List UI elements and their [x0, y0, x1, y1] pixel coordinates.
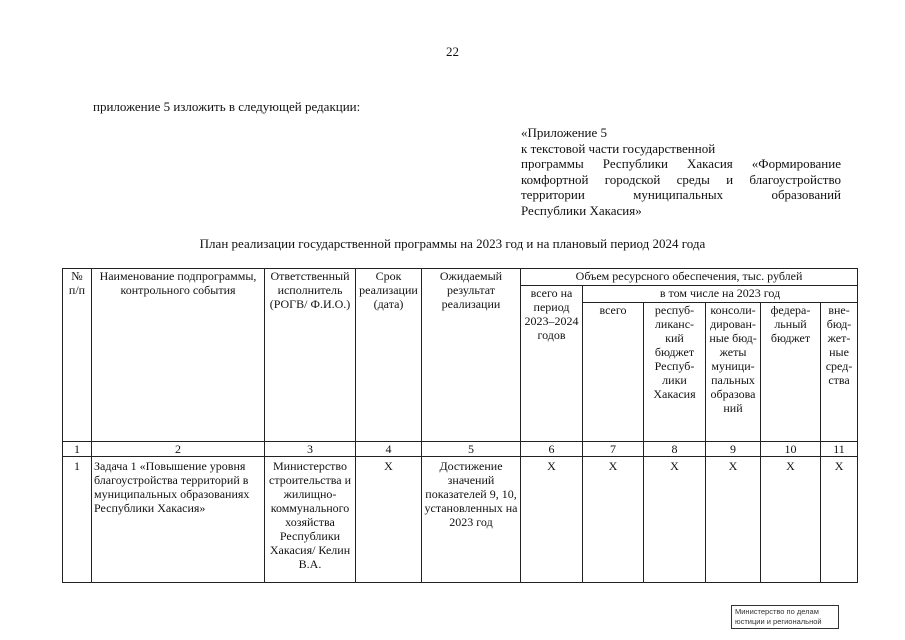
header-name: Наименование подпрограммы, контрольного события — [92, 269, 265, 442]
column-number: 2 — [92, 442, 265, 457]
appendix-line: территории муниципальных образований — [521, 187, 841, 202]
header-executor: Ответственный исполнитель (РОГВ/ Ф.И.О.) — [265, 269, 356, 442]
column-number: 8 — [644, 442, 706, 457]
header-incl-2023: в том числе на 2023 год — [583, 286, 858, 303]
column-number: 9 — [706, 442, 761, 457]
cell-federal: Х — [761, 457, 821, 583]
cell-name: Задача 1 «Повышение уровня благоустройства территорий в муниципальных образованиях Республики Хакасия» — [92, 457, 265, 583]
cell-consolidated: Х — [706, 457, 761, 583]
header-republic-budget: респуб-ликанс-кий бюджет Респуб-лики Хакасия — [644, 303, 706, 442]
cell-num: 1 — [63, 457, 92, 583]
header-total: всего — [583, 303, 644, 442]
appendix-line: программы Республики Хакасия «Формирование — [521, 156, 841, 171]
intro-text: приложение 5 изложить в следующей редакции: — [93, 99, 361, 114]
cell-term: Х — [356, 457, 422, 583]
cell-result: Достижение значений показателей 9, 10, установленных на 2023 год — [422, 457, 521, 583]
cell-total-period: Х — [521, 457, 583, 583]
appendix-line: Республики Хакасия» — [521, 202, 642, 218]
plan-table — [62, 268, 858, 583]
header-num: № п/п — [63, 269, 92, 442]
registration-stamp — [731, 605, 839, 629]
column-number: 6 — [521, 442, 583, 457]
cell-total: Х — [583, 457, 644, 583]
page-number: 22 — [446, 44, 459, 59]
appendix-line: к текстовой части государственной — [521, 140, 716, 156]
header-resources: Объем ресурсного обеспечения, тыс. рублей — [521, 269, 858, 286]
column-number: 11 — [821, 442, 858, 457]
header-total-period: всего на период 2023–2024 годов — [521, 286, 583, 442]
stamp-line: Министерство по делам — [735, 607, 819, 616]
header-consolidated: консоли-дирован-ные бюд-жеты муници-пальных образова ний — [706, 303, 761, 442]
stamp-line: юстиции и региональной — [735, 617, 822, 626]
plan-title: План реализации государственной программы на 2023 год и на плановый период 2024 года — [199, 236, 706, 251]
header-result: Ожидаемый результат реализации — [422, 269, 521, 442]
header-federal: федера-льный бюджет — [761, 303, 821, 442]
column-number: 7 — [583, 442, 644, 457]
column-number: 3 — [265, 442, 356, 457]
appendix-header — [521, 125, 841, 218]
cell-extra-budget: Х — [821, 457, 858, 583]
appendix-line: «Приложение 5 — [521, 125, 608, 140]
column-number: 4 — [356, 442, 422, 457]
cell-republic-budget: Х — [644, 457, 706, 583]
table-row — [63, 457, 858, 583]
header-term: Срок реализации (дата) — [356, 269, 422, 442]
cell-executor: Министерство строительства и жилищно-коммунального хозяйства Республики Хакасия/ Келин В.А. — [265, 457, 356, 583]
column-number: 1 — [63, 442, 92, 457]
appendix-line: комфортной городской среды и благоустройство — [521, 171, 841, 187]
column-number: 5 — [422, 442, 521, 457]
column-number: 10 — [761, 442, 821, 457]
header-extra-budget: вне-бюд-жет-ные сред-ства — [821, 303, 858, 442]
